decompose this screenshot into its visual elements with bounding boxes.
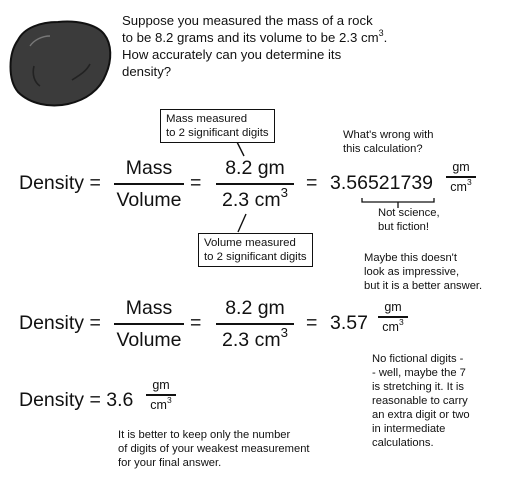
- superscript: 3: [398, 316, 404, 327]
- note-line: look as impressive,: [364, 266, 460, 278]
- superscript: 3: [166, 394, 172, 405]
- eq2-result: 3.57: [330, 312, 368, 334]
- note-line: in intermediate: [372, 423, 446, 435]
- fraction-denominator: [216, 325, 294, 352]
- eq3-label: Density = 3.6: [19, 389, 134, 411]
- question-line: density?: [122, 64, 172, 79]
- equals-sign: =: [190, 172, 202, 194]
- question-line: [122, 29, 502, 46]
- eq2-mass-volume-fraction: [114, 297, 184, 352]
- fraction-denominator: [216, 185, 294, 212]
- question-line: How accurately can you determine its: [122, 47, 342, 62]
- unit-numerator: gm: [152, 378, 170, 392]
- note-line: but fiction!: [378, 221, 429, 233]
- unit-denominator: [146, 394, 176, 412]
- unit-text: cm: [150, 397, 167, 412]
- eq1-mass-volume-fraction: [114, 157, 184, 212]
- superscript: 3: [466, 176, 472, 187]
- eq1-unit-fraction: [446, 160, 476, 194]
- callout-line: to 2 significant digits: [204, 251, 307, 263]
- eq2-value-fraction: [216, 297, 294, 352]
- equals-sign: =: [306, 172, 318, 194]
- fraction-numerator: 8.2 gm: [225, 297, 285, 319]
- denominator-text: 2.3 cm: [222, 329, 281, 351]
- unit-numerator: gm: [452, 160, 470, 174]
- rock-icon: [11, 22, 111, 106]
- eq2-unit-fraction: [378, 300, 408, 334]
- denominator-text: 2.3 cm: [222, 189, 281, 211]
- question-line-text: .: [383, 30, 388, 45]
- fraction-denominator: Volume: [116, 329, 182, 351]
- better-note: [118, 428, 310, 470]
- volume-callout: [198, 233, 313, 267]
- mass-callout: [160, 109, 275, 143]
- note-line: is stretching it. It is: [372, 381, 465, 393]
- fictional-digits-note: [372, 352, 470, 450]
- maybe-note: [364, 251, 482, 293]
- note-line: but it is a better answer.: [364, 280, 483, 292]
- eq2-label: Density =: [19, 312, 101, 334]
- question-text: [122, 12, 502, 80]
- note-line: It is better to keep only the number: [118, 429, 291, 441]
- volume-callout-pointer: [238, 214, 246, 232]
- note-line: Maybe this doesn't: [364, 252, 457, 264]
- note-line: Not science,: [378, 207, 440, 219]
- unit-numerator: gm: [384, 300, 402, 314]
- superscript: 3: [280, 325, 288, 341]
- wrong-note: [343, 128, 433, 156]
- unit-text: cm: [450, 179, 467, 194]
- note-line: calculations.: [372, 437, 434, 449]
- note-line: of digits of your weakest measurement: [118, 443, 310, 455]
- note-line: What's wrong with: [343, 129, 434, 141]
- note-line: No fictional digits -: [372, 353, 464, 365]
- superscript: 3: [378, 27, 384, 38]
- note-line: an extra digit or two: [372, 409, 470, 421]
- unit-denominator: [378, 316, 408, 334]
- superscript: 3: [280, 185, 288, 201]
- fraction-denominator: Volume: [116, 189, 182, 211]
- fiction-note: [378, 206, 440, 234]
- question-line-text: to be 8.2 grams and its volume to be 2.3 cm: [122, 30, 379, 45]
- eq3-unit-fraction: [146, 378, 176, 412]
- equals-sign: =: [190, 312, 202, 334]
- question-line: Suppose you measured the mass of a rock: [122, 13, 373, 28]
- callout-line: to 2 significant digits: [166, 127, 269, 139]
- eq1-value-fraction: [216, 157, 294, 212]
- fraction-numerator: 8.2 gm: [225, 157, 285, 179]
- fraction-numerator: Mass: [125, 157, 173, 179]
- unit-denominator: [446, 176, 476, 194]
- note-line: - well, maybe the 7: [372, 367, 466, 379]
- note-line: reasonable to carry: [372, 395, 468, 407]
- note-line: for your final answer.: [118, 457, 222, 469]
- equals-sign: =: [306, 312, 318, 334]
- unit-text: cm: [382, 319, 399, 334]
- note-line: this calculation?: [343, 143, 423, 155]
- eq1-label: Density =: [19, 172, 101, 194]
- callout-line: Volume measured: [204, 237, 296, 249]
- fraction-numerator: Mass: [125, 297, 173, 319]
- eq1-result: 3.56521739: [330, 172, 434, 194]
- callout-line: Mass measured: [166, 113, 248, 125]
